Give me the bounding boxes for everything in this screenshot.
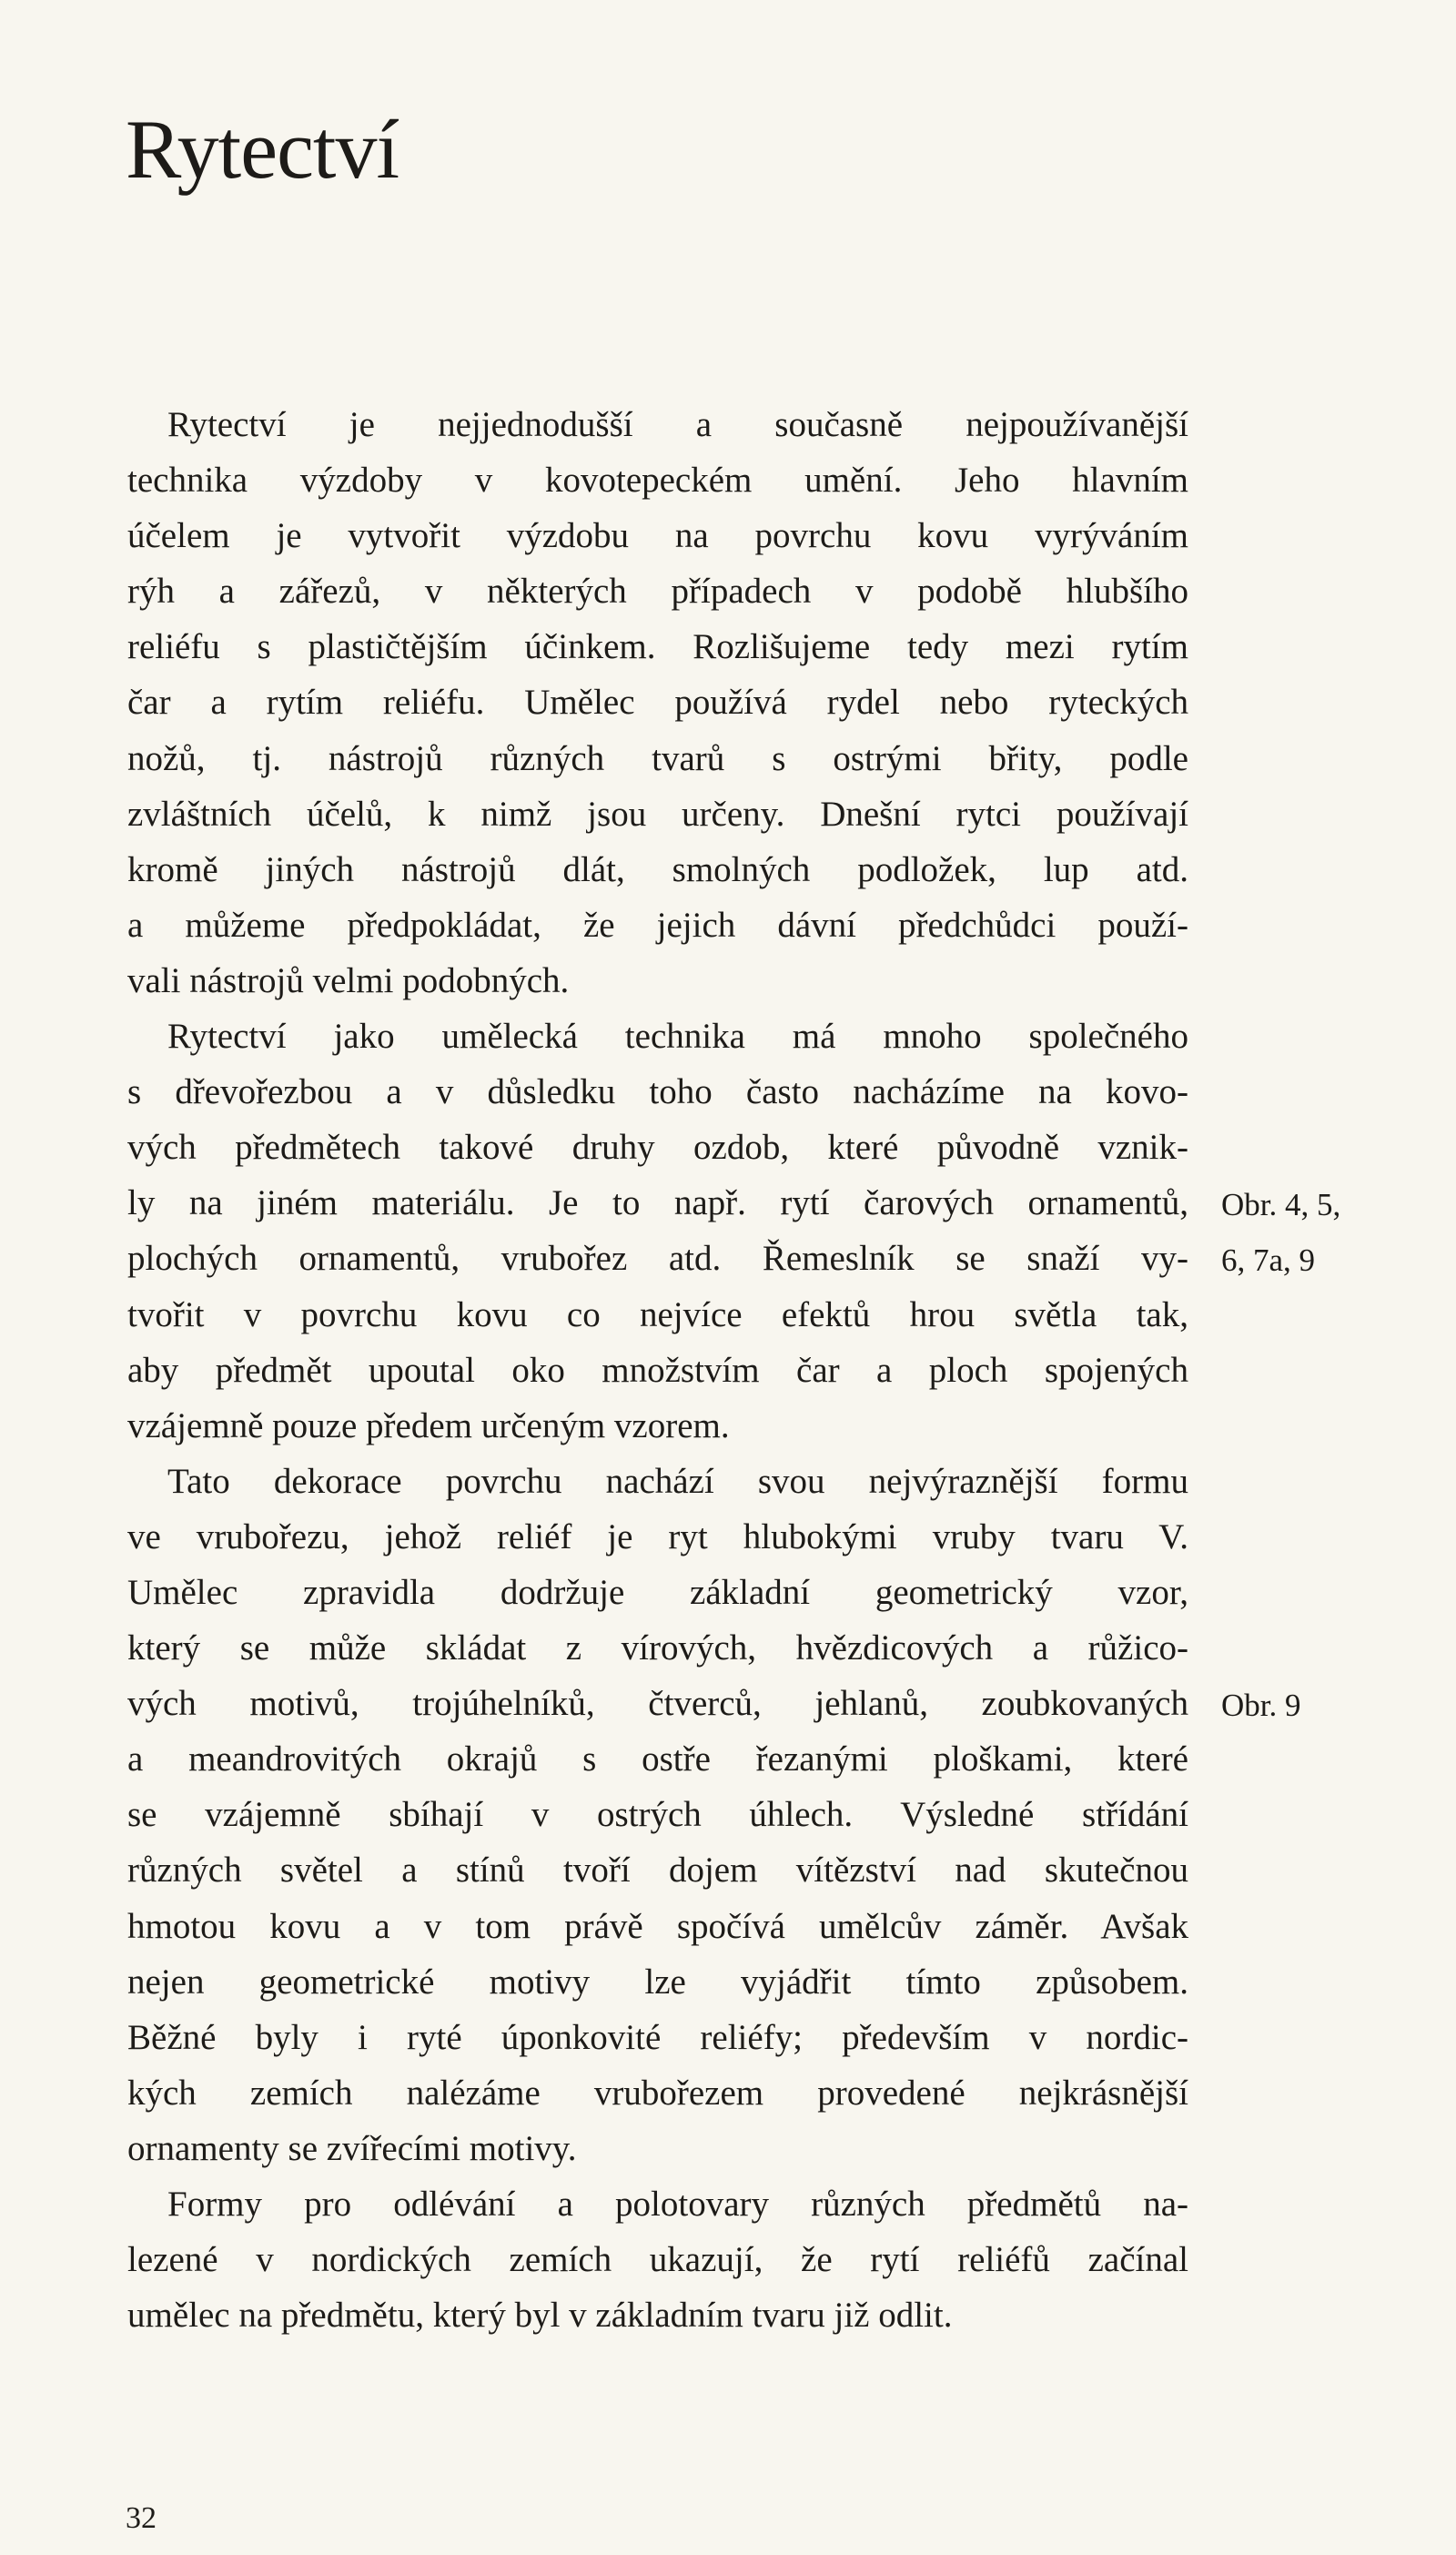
text-line: kromě jiných nástrojů dlát, smolných podložek, lup atd. [127,849,1188,889]
text-line: s dřevořezbou a v důsledku toho často nacházíme na kovo- [127,1072,1188,1112]
text-line: vali nástrojů velmi podobných. [127,960,570,1000]
text-line: reliéfu s plastičtějším účinkem. Rozlišujeme tedy mezi rytím [127,627,1188,667]
text-line: plochých ornamentů, vrubořez atd. Řemeslník se snaží vy- [127,1239,1188,1279]
text-line: účelem je vytvořit výzdobu na povrchu kovu vyrýváním [127,516,1188,556]
paragraph-first-line: Rytectví jako umělecká technika má mnoho společného [167,1017,1188,1057]
text-line: a můžeme předpokládat, že jejich dávní předchůdci použí- [127,905,1188,945]
text-line: tvořit v povrchu kovu co nejvíce efektů hrou světla tak, [127,1294,1188,1334]
text-line: ly na jiném materiálu. Je to např. rytí čarových ornamentů, [127,1183,1188,1223]
margin-note-figure-reference [1221,1182,1340,1293]
text-line: ornamenty se zvířecími motivy. [127,2128,577,2168]
body-text [127,397,1188,2343]
text-line: vzájemně pouze předem určeným vzorem. [127,1405,730,1445]
text-line: čar a rytím reliéfu. Umělec používá rydel nebo ryteckých [127,683,1188,723]
text-line: a meandrovitých okrajů s ostře řezanými ploškami, které [127,1739,1188,1779]
text-line: kých zemích nalézáme vrubořezem provedené nejkrásnější [127,2073,1188,2113]
text-line: nejen geometrické motivy lze vyjádřit tímto způsobem. [127,1962,1188,2002]
text-line: hmotou kovu a v tom právě spočívá umělcův záměr. Avšak [127,1906,1188,1946]
text-line: technika výzdoby v kovotepeckém umění. Jeho hlavním [127,461,1188,501]
text-line: různých světel a stínů tvoří dojem vítězství nad skutečnou [127,1850,1188,1891]
text-line: umělec na předmětu, který byl v základním tvaru již odlit. [127,2296,953,2336]
text-line: který se může skládat z vírových, hvězdicových a růžico- [127,1628,1188,1668]
text-line: lezené v nordických zemích ukazují, že rytí reliéfů začínal [127,2240,1188,2280]
text-line: zvláštních účelů, k nimž jsou určeny. Dnešní rytci používají [127,794,1188,834]
text-line: Umělec zpravidla dodržuje základní geometrický vzor, [127,1572,1188,1612]
margin-note-line: Obr. 9 [1221,1688,1301,1724]
paragraph-first-line: Rytectví je nejjednodušší a současně nejpoužívanější [167,405,1188,444]
chapter-title: Rytectví [126,103,399,196]
text-line: nožů, tj. nástrojů různých tvarů s ostrými břity, podle [127,738,1188,778]
paragraph-first-line: Tato dekorace povrchu nachází svou nejvýraznější formu [167,1461,1188,1501]
paragraph-first-line: Formy pro odlévání a polotovary různých předmětů na- [167,2185,1188,2224]
text-line: Běžné byly i ryté úponkovité reliéfy; především v nordic- [127,2017,1188,2057]
text-line: rýh a zářezů, v některých případech v podobě hlubšího [127,572,1188,612]
text-line: se vzájemně sbíhají v ostrých úhlech. Výsledné střídání [127,1795,1188,1835]
text-line: vých předmětech takové druhy ozdob, které původně vznik- [127,1128,1188,1168]
page-number: 32 [126,2501,157,2535]
margin-note-line: Obr. 4, 5, [1221,1187,1341,1223]
text-line: ve vrubořezu, jehož reliéf je ryt hlubokými vruby tvaru V. [127,1516,1188,1556]
text-line: vých motivů, trojúhelníků, čtverců, jehlanů, zoubkovaných [127,1684,1188,1724]
margin-note-figure-reference [1221,1683,1301,1739]
margin-note-line: 6, 7a, 9 [1221,1242,1316,1279]
text-line: aby předmět upoutal oko množstvím čar a ploch spojených [127,1350,1188,1390]
